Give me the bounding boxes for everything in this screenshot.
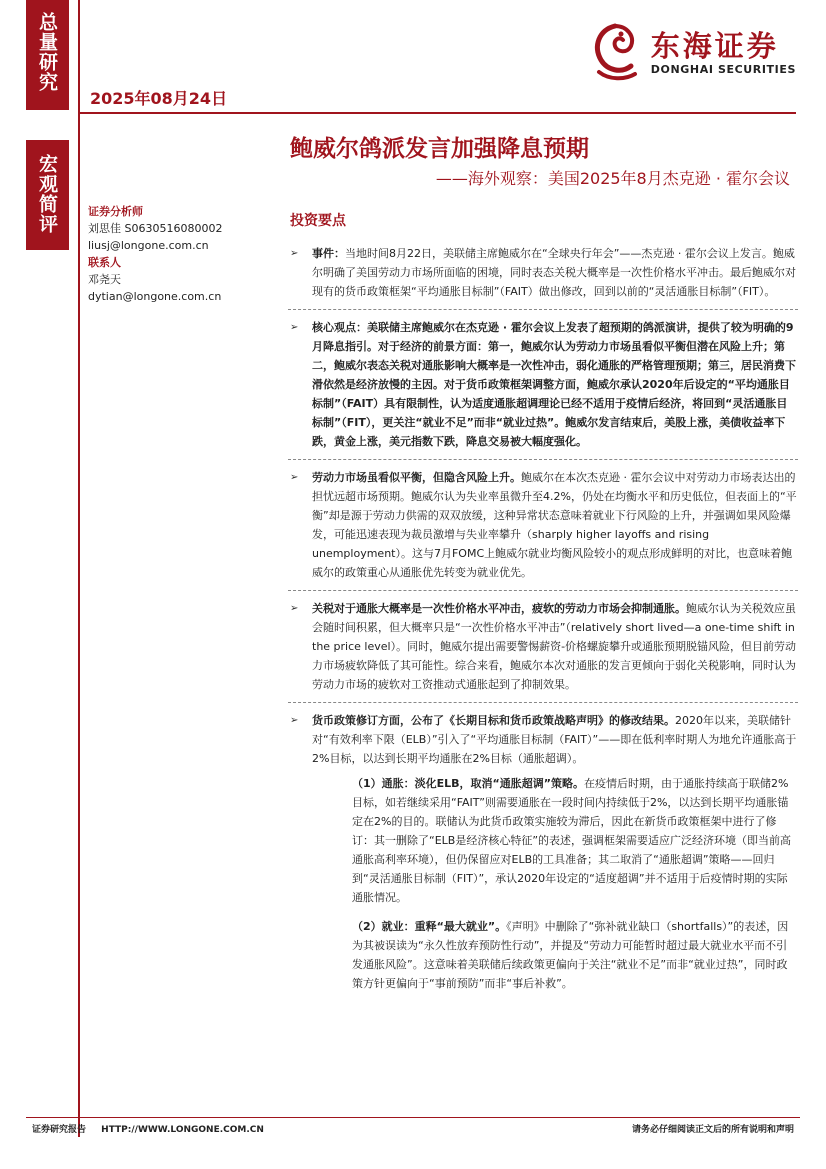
report-subtitle: ——海外观察：美国2025年8月杰克逊 · 霍尔会议 bbox=[435, 169, 790, 188]
item-body: 2020年以来，美联储针对“有效利率下限（ELB）”引入了“平均通胀目标制（FAIT）”——即在低利率时期人为地允许通胀高于2%目标，以达到长期平均通胀在2%目标（通胀超调）。 bbox=[312, 714, 797, 765]
header-divider bbox=[80, 112, 796, 114]
bullet-arrow-icon: ➢ bbox=[290, 248, 299, 259]
sub-item-body: 《声明》中删除了“弥补就业缺口（shortfalls）”的表述，因为其被误读为“永久性放弃预防性行动”，并提及“劳动力可能暂时超过最大就业水平而不引发通胀风险”。这意味着美联储后续政策更偏向于关注“就业不足”而非“就业过热”，同时政策方针更偏向于“事前预防”而非“事后补救”。 bbox=[352, 920, 789, 990]
section-heading: 投资要点 bbox=[290, 213, 346, 229]
category-tab bbox=[26, 0, 69, 110]
bullet-arrow-icon: ➢ bbox=[290, 472, 299, 483]
dragon-logo-icon bbox=[585, 20, 643, 84]
item-lead: 核心观点：美联储主席鲍威尔在杰克逊 · 霍尔会议上发表了超预期的鸽派演讲，提供了较为明确的9月降息指引。对于经济的前景方面：第一，鲍威尔认为劳动力市场虽看似平衡但潜在风险上升；第二，鲍威尔表态关税对通胀影响大概率是一次性冲击，弱化通胀的严格管理预期；第三，居民消费下滑依然是经济放慢的主因。对于货币政策框架调整方面，鲍威尔承认2020年后设定的“平均通胀目标制”（FAIT）具有限制性，认为适度通胀超调理论已经不适用于疫情后经济，将回到“灵活通胀目标制”（FIT），更关注“就业不足”而非“就业过热”。鲍威尔发言结束后，美股上涨，美债收益率下跌，黄金上涨，美元指数下跌，降息交易被大幅度强化。 bbox=[312, 321, 796, 448]
footer-divider bbox=[26, 1117, 800, 1118]
sub-item-employment bbox=[312, 911, 798, 997]
footer-disclaimer: 请务必仔细阅读正文后的所有说明和声明 bbox=[631, 1125, 794, 1135]
analyst-name-id: 刘思佳 S0630516080002 bbox=[88, 222, 223, 235]
analyst-email[interactable]: liusj@longone.com.cn bbox=[88, 239, 209, 252]
contact-email[interactable]: dytian@longone.com.cn bbox=[88, 290, 222, 303]
item-lead: 事件： bbox=[312, 247, 345, 260]
subcategory-tab bbox=[26, 140, 69, 250]
list-item bbox=[288, 464, 798, 591]
item-lead: 货币政策修订方面，公布了《长期目标和货币政策战略声明》的修改结果。 bbox=[312, 714, 675, 727]
contact-label: 联系人 bbox=[88, 256, 121, 269]
item-body: 鲍威尔在本次杰克逊 · 霍尔会议中对劳动力市场表达出的担忧远超市场预期。鲍威尔认为失业率虽微升至4.2%，仍处在均衡水平和历史低位，但表面上的“平衡”却是源于劳动力供需的双双放缓，这种异常状态意味着就业下行风险的上升，并强调如果风险爆发，可能迅速表现为裁员激增与失业率攀升（sharply higher layoffs and rising unemployment）。这与7月FOMC上鲍威尔就业均衡风险较小的观点形成鲜明的对比，也意味着鲍威尔的政策重心从通胀优先转变为就业优先。 bbox=[312, 471, 797, 579]
item-lead: 关税对于通胀大概率是一次性价格水平冲击，疲软的劳动力市场会抑制通胀。 bbox=[312, 602, 686, 615]
logo-english-name: DONGHAI SECURITIES bbox=[650, 62, 796, 76]
contact-name: 邓尧天 bbox=[88, 273, 121, 286]
sub-item-body: 在疫情后时期，由于通胀持续高于联储2%目标，如若继续采用“FAIT”则需要通胀在一段时间内持续低于2%，以达到长期平均通胀锚定在2%的目的。联储认为此货币政策实施较为滞后，因此在新货币政策框架中进行了修订：其一删除了“ELB是经济核心特征”的表述，强调框架需要适应广泛经济环境（即当前高通胀高利率环境），但仍保留应对ELB的工具准备；其二取消了“通胀超调”策略——回归到“灵活通胀目标制（FIT）”，承认2020年设定的“适度超调”并不适用于后疫情时期的实际通胀情况。 bbox=[352, 777, 792, 904]
sub-item-lead: （2）就业：重释“最大就业”。 bbox=[352, 920, 507, 933]
analyst-label: 证券分析师 bbox=[88, 205, 143, 218]
logo-chinese-name: 东海证券 bbox=[650, 28, 779, 63]
bullet-arrow-icon: ➢ bbox=[290, 603, 299, 614]
highlights-list bbox=[288, 240, 798, 1009]
list-item bbox=[288, 595, 798, 703]
sub-item-lead: （1）通胀：淡化ELB，取消“通胀超调”策略。 bbox=[352, 777, 585, 790]
bullet-arrow-icon: ➢ bbox=[290, 715, 299, 726]
item-lead: 劳动力市场虽看似平衡，但隐含风险上升。 bbox=[312, 471, 521, 484]
item-body: 当地时间8月22日，美联储主席鲍威尔在“全球央行年会”——杰克逊 · 霍尔会议上发言。鲍威尔明确了美国劳动力市场所面临的困境，同时表态关税大概率是一次性价格水平冲击。最后鲍威尔对现有的货币政策框架“平均通胀目标制”（FAIT）做出修改，回到以前的“灵活通胀目标制”（FIT）。 bbox=[312, 247, 796, 298]
item-body: 鲍威尔认为关税效应虽会随时间积累，但大概率只是“一次性价格水平冲击”（relatively short lived—a one-time shift in the price level）。同时，鲍威尔提出需要警惕薪资-价格螺旋攀升或通胀预期脱锚风险，但目前劳动力市场疲软降低了其可能性。综合来看，鲍威尔本次对通胀的发言更倾向于弱化关税影响，同时认为劳动力市场的疲软对工资推动式通胀起到了抑制效果。 bbox=[312, 602, 797, 691]
sub-item-inflation bbox=[312, 768, 798, 911]
bullet-arrow-icon: ➢ bbox=[290, 322, 299, 333]
footer-label: 证券研究报告 bbox=[32, 1125, 87, 1135]
list-item bbox=[288, 707, 798, 1005]
analyst-info bbox=[88, 203, 278, 305]
list-item bbox=[288, 240, 798, 310]
left-divider bbox=[78, 0, 80, 1137]
subcategory-tab-label: 宏观简评 bbox=[36, 154, 58, 234]
footer-left bbox=[32, 1122, 264, 1135]
list-item bbox=[288, 314, 798, 460]
footer-url[interactable]: HTTP://WWW.LONGONE.COM.CN bbox=[101, 1125, 264, 1135]
report-title: 鲍威尔鸽派发言加强降息预期 bbox=[290, 136, 589, 162]
category-tab-label: 总量研究 bbox=[36, 12, 58, 92]
report-date: 2025年08月24日 bbox=[90, 89, 228, 108]
company-logo bbox=[585, 20, 796, 84]
